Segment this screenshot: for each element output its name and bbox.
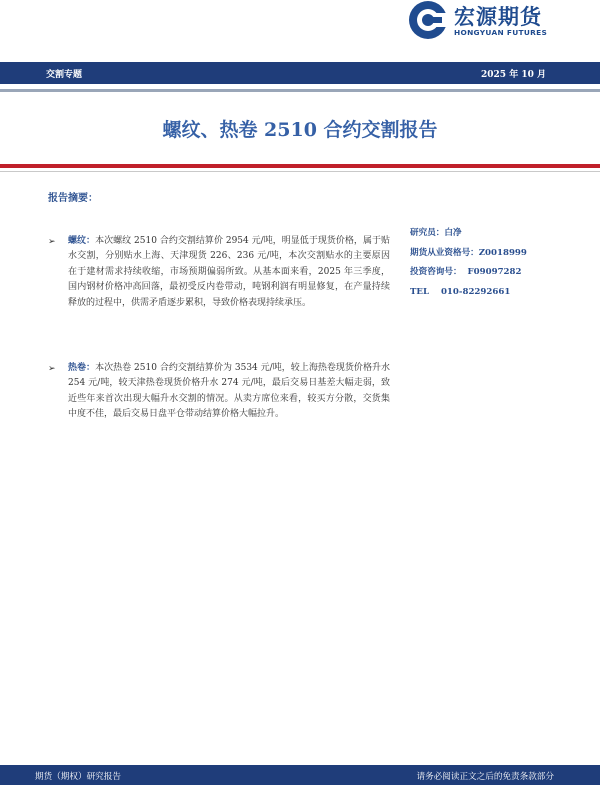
report-date: 2025 年 10 月 xyxy=(481,70,546,80)
logo-chinese-name: 宏源期货 xyxy=(454,5,542,29)
rebar-paragraph xyxy=(68,234,390,311)
header-divider xyxy=(0,89,600,92)
hongyuan-logo-icon xyxy=(408,0,448,40)
page-footer xyxy=(0,765,600,785)
researcher-name: 研究员：白净 xyxy=(410,228,462,238)
hot-coil-paragraph xyxy=(68,361,390,423)
bullet-arrow-icon: ➢ xyxy=(48,237,56,247)
footer-disclaimer-note: 请务必阅读正文之后的免责条款部分 xyxy=(416,772,554,782)
company-logo xyxy=(404,0,574,42)
analyst-info xyxy=(410,224,590,302)
rebar-text: 本次螺纹 2510 合约交割结算价 2954 元/吨，明显低于现货价格，属于贴水交割，分别贴水上海、天津现货 226、236 元/吨，本次交割贴水的主要原因在于建材需求持续收缩，市场预期偏弱所致。从基本面来看，2025 年三季度，国内钢材价格冲高回落，最初受反内卷带动，吨钢利润有明显修复，在产量持续释放的过程中，供需矛盾逐步累积，导致价格表现持续承压。 xyxy=(68,236,390,308)
report-category-bar xyxy=(0,62,600,84)
hot-coil-text: 本次热卷 2510 合约交割结算价为 3534 元/吨，较上海热卷现货价格升水 254 元/吨，较天津热卷现货价格升水 274 元/吨，最后交易日基差大幅走弱，致近些年来首次出现大幅升水交割的情况。从卖方席位来看，较买方分散，交货集中度不佳，最后交易日盘平仓带动结算价格大幅拉升。 xyxy=(68,363,390,420)
report-title: 螺纹、热卷 2510 合约交割报告 xyxy=(162,119,438,141)
title-gray-divider xyxy=(0,171,600,172)
footer-report-type: 期货（期权）研究报告 xyxy=(35,772,121,782)
report-category: 交割专题 xyxy=(46,70,83,80)
bullet-arrow-icon: ➢ xyxy=(48,364,56,374)
telephone: TEL 010-82292661 xyxy=(410,286,511,297)
summary-heading: 报告摘要： xyxy=(48,193,98,204)
futures-license-number: 期货从业资格号：Z0018999 xyxy=(410,247,527,258)
rebar-keyword: 螺纹： xyxy=(68,236,96,246)
advisory-license-number: 投资咨询号： F09097282 xyxy=(410,267,522,278)
title-red-divider xyxy=(0,164,600,168)
logo-english-name: HONGYUAN FUTURES xyxy=(454,28,548,37)
hot-coil-keyword: 热卷： xyxy=(68,363,96,373)
